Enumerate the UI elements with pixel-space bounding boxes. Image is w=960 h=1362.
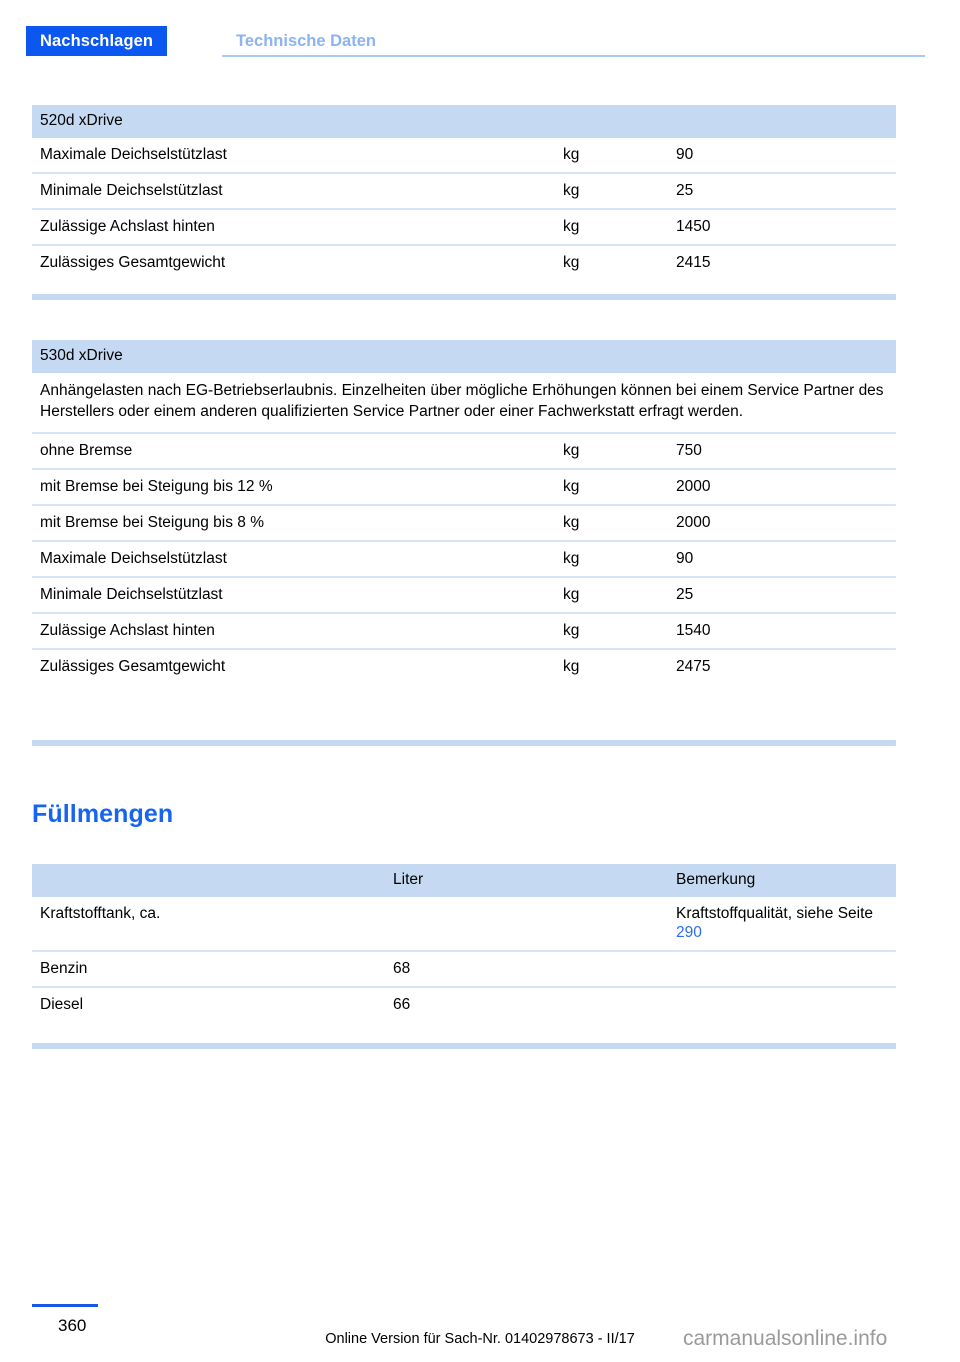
row-unit: kg (555, 209, 668, 245)
table-row (32, 649, 896, 684)
table-note-row (32, 373, 896, 433)
page-number: 360 (58, 1316, 87, 1335)
row-label: Minimale Deichselstützlast (32, 173, 555, 209)
table-row (32, 138, 896, 173)
row-value: 1450 (668, 209, 896, 245)
table-row (32, 173, 896, 209)
row-liter: 66 (385, 987, 668, 1022)
row-remark (668, 897, 896, 951)
row-unit: kg (563, 146, 580, 163)
table-row (32, 209, 896, 245)
row-value: 90 (676, 146, 694, 163)
breadcrumb-tab-technische-daten[interactable]: Technische Daten (236, 32, 376, 50)
table-end-bar-fuellmengen (32, 1043, 896, 1049)
table-end-bar-530d (32, 740, 896, 746)
table-row (32, 245, 896, 280)
spec-table-520d (32, 105, 896, 280)
row-unit: kg (555, 577, 668, 613)
row-label: Zulässige Achslast hinten (32, 209, 555, 245)
row-label: Kraftstofftank, ca. (40, 905, 161, 922)
table-note: Anhängelasten nach EG-Betriebserlaubnis. Einzelheiten über mögliche Erhöhungen können bei einem Service Partner des Herstellers oder einem anderen qualifizierten Service Partner oder einer Fachwerkstatt erfragt werden. (40, 382, 884, 420)
table-header-row (32, 340, 896, 373)
table-row (32, 613, 896, 649)
row-value: 750 (668, 433, 896, 469)
table-row (32, 951, 896, 987)
table-end-bar-520d (32, 294, 896, 300)
table-header-row (32, 105, 896, 138)
column-header-blank (32, 864, 385, 897)
row-unit: kg (555, 433, 668, 469)
row-unit: kg (555, 613, 668, 649)
row-unit: kg (555, 173, 668, 209)
row-value: 2475 (668, 649, 896, 684)
row-remark (668, 987, 896, 1022)
row-value: 25 (668, 173, 896, 209)
header-divider (222, 55, 925, 57)
row-value: 25 (668, 577, 896, 613)
row-liter: 68 (385, 951, 668, 987)
row-label: mit Bremse bei Steigung bis 12 % (32, 469, 555, 505)
row-label: Zulässiges Gesamtgewicht (32, 649, 555, 684)
row-unit: kg (555, 649, 668, 684)
table-row (32, 577, 896, 613)
page-reference-link[interactable]: 290 (676, 924, 702, 941)
row-liter (385, 897, 668, 951)
table-row (32, 541, 896, 577)
row-label: mit Bremse bei Steigung bis 8 % (32, 505, 555, 541)
row-value: 2000 (668, 505, 896, 541)
table-title: 520d xDrive (32, 105, 896, 138)
row-remark (668, 951, 896, 987)
row-remark-text: Kraftstoffqualität, siehe Seite (676, 905, 874, 922)
watermark-carmanualsonline: carmanualsonline.info (683, 1327, 888, 1350)
table-row (32, 987, 896, 1022)
row-label: Maximale Deichselstützlast (32, 541, 555, 577)
row-value: 1540 (668, 613, 896, 649)
table-row (32, 433, 896, 469)
column-header-liter: Liter (385, 864, 668, 897)
row-label: ohne Bremse (32, 433, 555, 469)
row-label: Minimale Deichselstützlast (32, 577, 555, 613)
table-row (32, 505, 896, 541)
row-unit: kg (555, 245, 668, 280)
row-unit: kg (555, 469, 668, 505)
section-heading-fuellmengen: Füllmengen (32, 800, 174, 828)
table-header-row (32, 864, 896, 897)
spec-table-fuellmengen (32, 864, 896, 1022)
row-label: Zulässiges Gesamtgewicht (32, 245, 555, 280)
row-label: Diesel (32, 987, 385, 1022)
row-unit: kg (555, 505, 668, 541)
row-label: Benzin (32, 951, 385, 987)
row-value: 2000 (668, 469, 896, 505)
footer-divider (32, 1304, 98, 1307)
row-label: Maximale Deichselstützlast (40, 146, 227, 163)
row-label: Zulässige Achslast hinten (32, 613, 555, 649)
table-row (32, 897, 896, 951)
row-value: 2415 (668, 245, 896, 280)
spec-table-530d (32, 340, 896, 684)
row-value: 90 (668, 541, 896, 577)
table-title: 530d xDrive (32, 340, 896, 373)
row-unit: kg (555, 541, 668, 577)
breadcrumb-tab-nachschlagen[interactable]: Nachschlagen (26, 26, 167, 56)
table-row (32, 469, 896, 505)
column-header-bemerkung: Bemerkung (668, 864, 896, 897)
footer-online-version-note: Online Version für Sach-Nr. 01402978673 - II/17 (325, 1331, 635, 1347)
